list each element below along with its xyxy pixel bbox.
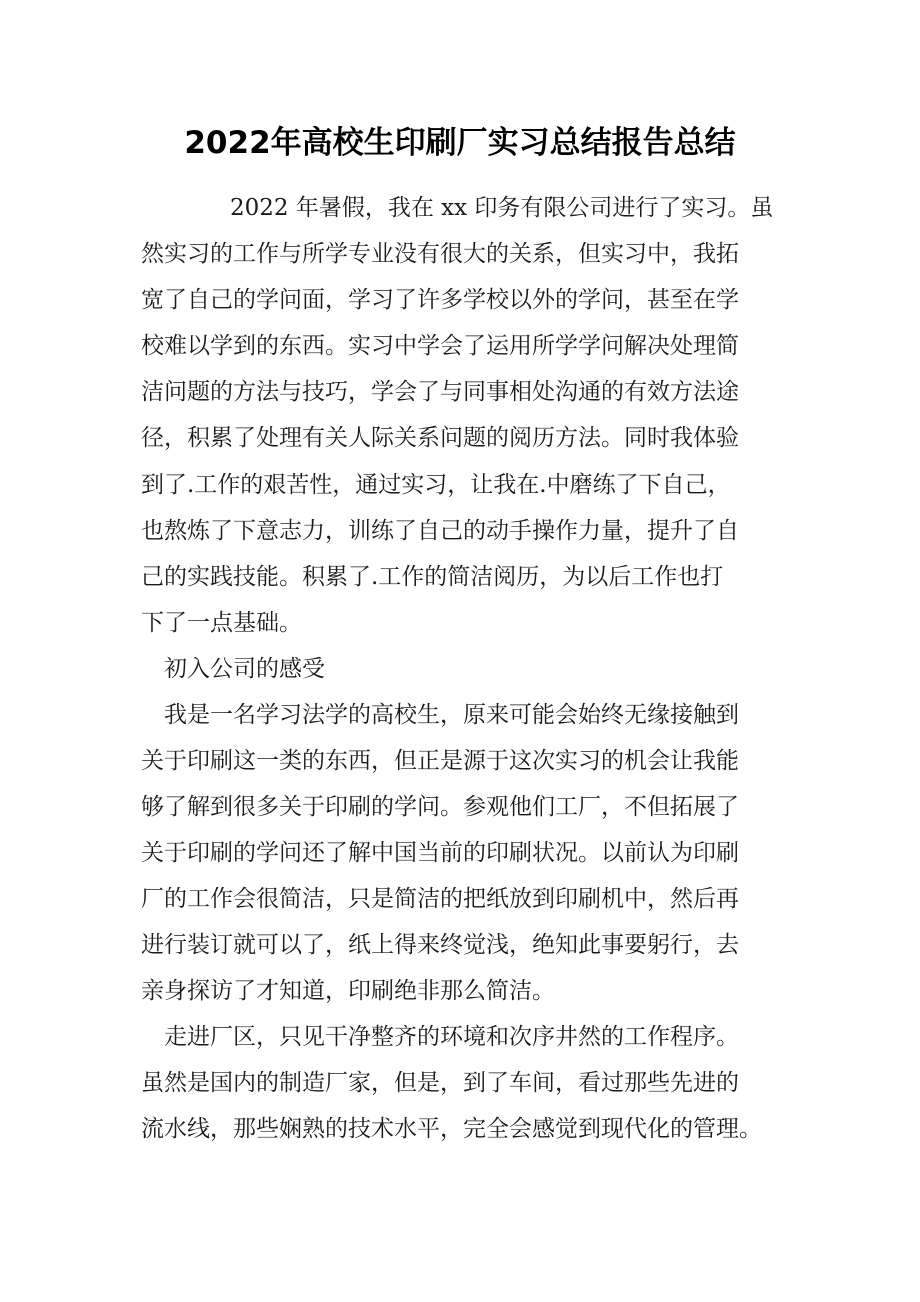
text-line: 径，积累了处理有关人际关系问题的阅历方法。同时我体验	[141, 425, 739, 451]
text-line: 2022 年暑假，我在 xx 印务有限公司进行了实习。虽	[230, 195, 774, 221]
text-line: 进行装订就可以了，纸上得来终觉浅，绝知此事要躬行，去	[141, 932, 739, 958]
text-line: 到了.工作的艰苦性，通过实习，让我在.中磨练了下自己，	[141, 472, 731, 498]
document-title: 2022年高校生印刷厂实习总结报告总结	[184, 125, 736, 161]
text-line: 己的实践技能。积累了.工作的简洁阅历，为以后工作也打	[141, 564, 724, 590]
text-line: 我是一名学习法学的高校生，原来可能会始终无缘接触到	[164, 702, 739, 728]
text-line: 流水线，那些娴熟的技术水平，完全会感觉到现代化的管理。	[141, 1116, 762, 1142]
text-line: 宽了自己的学问面，学习了许多学校以外的学问，甚至在学	[141, 287, 739, 313]
text-line: 校难以学到的东西。实习中学会了运用所学学问解决处理简	[141, 333, 739, 359]
text-line: 够了解到很多关于印刷的学问。参观他们工厂，不但拓展了	[141, 794, 739, 820]
text-line: 下了一点基础。	[141, 610, 302, 636]
text-line: 亲身探访了才知道，印刷绝非那么简洁。	[141, 978, 555, 1004]
text-line: 然实习的工作与所学专业没有很大的关系，但实习中，我拓	[141, 241, 739, 267]
text-line: 也熬炼了下意志力，训练了自己的动手操作力量，提升了自	[141, 518, 739, 544]
text-line: 走进厂区，只见干净整齐的环境和次序井然的工作程序。	[164, 1024, 739, 1050]
section-heading: 初入公司的感受	[164, 656, 325, 682]
text-line: 关于印刷这一类的东西，但正是源于这次实习的机会让我能	[141, 748, 739, 774]
text-line: 关于印刷的学问还了解中国当前的印刷状况。以前认为印刷	[141, 840, 739, 866]
text-line: 虽然是国内的制造厂家，但是，到了车间，看过那些先进的	[141, 1070, 739, 1096]
text-line: 洁问题的方法与技巧，学会了与同事相处沟通的有效方法途	[141, 379, 739, 405]
text-line: 厂的工作会很简洁，只是简洁的把纸放到印刷机中，然后再	[141, 886, 739, 912]
